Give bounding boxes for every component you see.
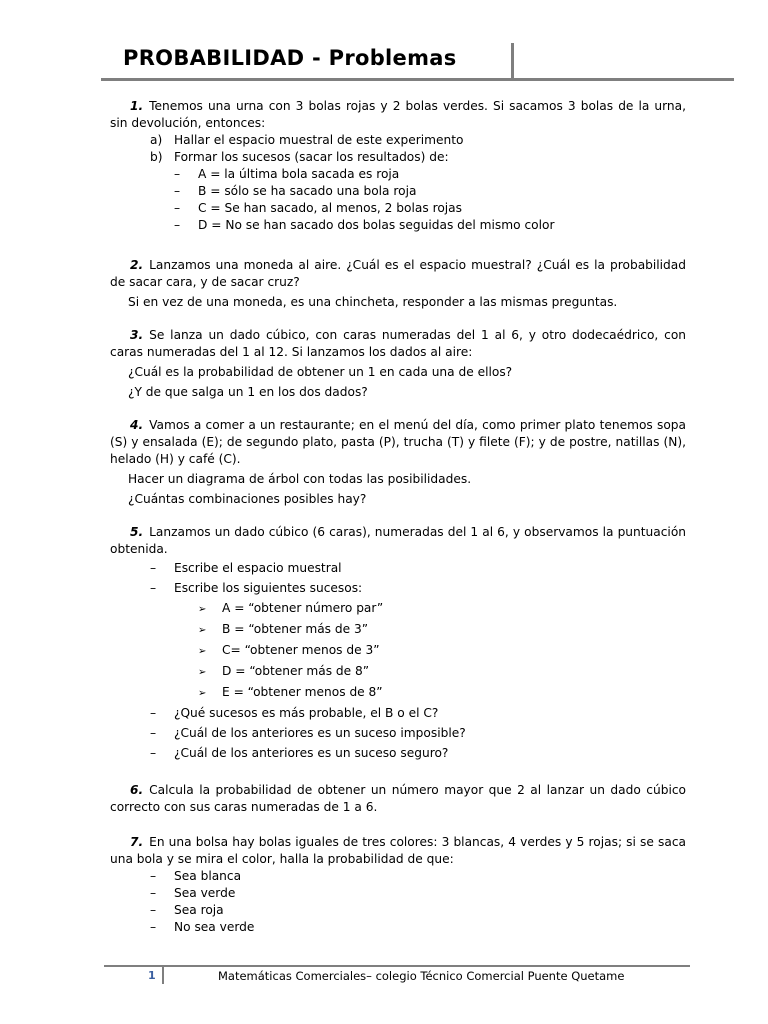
problem-4 xyxy=(110,417,686,508)
arrow-bullet-icon: ➢ xyxy=(198,625,207,636)
problem-3 xyxy=(110,327,686,401)
list-item: – Sea blanca xyxy=(150,869,242,883)
list-item: ➢ D = “obtener más de 8” xyxy=(110,663,686,681)
footer-text: Matemáticas Comerciales– colegio Técnico Comercial Puente Quetame xyxy=(218,969,625,983)
problem-line: ¿Y de que salga un 1 en los dos dados? xyxy=(128,385,368,399)
list-item: – B = sólo se ha sacado una bola roja xyxy=(174,184,417,198)
list-item: ➢ E = “obtener menos de 8” xyxy=(110,684,686,702)
list-item: – No sea verde xyxy=(150,920,255,934)
arrow-bullet-icon: ➢ xyxy=(198,604,207,615)
page-number: 1 xyxy=(148,969,156,982)
problem-statement: En una bolsa hay bolas iguales de tres colores: 3 blancas, 4 verdes y 5 rojas; si se saca una bola y se mira el color, halla la probabilidad de que: xyxy=(110,835,686,866)
list-item: – Escribe los siguientes sucesos: xyxy=(150,581,363,595)
list-item: – A = la última bola sacada es roja xyxy=(174,167,400,181)
list-item: – Sea verde xyxy=(150,886,236,900)
list-item: ➢ A = “obtener número par” xyxy=(110,600,686,618)
problem-statement: Lanzamos un dado cúbico (6 caras), numeradas del 1 al 6, y observamos la puntuación obtenida. xyxy=(110,525,686,556)
list-item: – Escribe el espacio muestral xyxy=(150,561,342,575)
problem-number: 7. xyxy=(130,835,144,849)
header-divider xyxy=(511,43,514,78)
list-item: – Sea roja xyxy=(150,903,224,917)
footer-divider xyxy=(162,966,164,984)
list-item: – ¿Qué sucesos es más probable, el B o el C? xyxy=(150,706,439,720)
document-body xyxy=(110,98,686,936)
problem-number: 1. xyxy=(130,99,144,113)
problem-2 xyxy=(110,257,686,311)
problem-statement: Vamos a comer a un restaurante; en el menú del día, como primer plato tenemos sopa (S) y ensalada (E); de segundo plato, pasta (P), trucha (T) y filete (F); y de postre, natillas (N), helado (H) y café (C). xyxy=(110,418,686,466)
arrow-bullet-icon: ➢ xyxy=(198,667,207,678)
problem-6 xyxy=(110,782,686,816)
problem-number: 5. xyxy=(130,525,144,539)
problem-number: 6. xyxy=(130,783,144,797)
arrow-bullet-icon: ➢ xyxy=(198,688,207,699)
arrow-bullet-icon: ➢ xyxy=(198,646,207,657)
problem-number: 4. xyxy=(130,418,144,432)
list-item: – D = No se han sacado dos bolas seguidas del mismo color xyxy=(174,218,555,232)
list-item: a) Hallar el espacio muestral de este experimento xyxy=(150,133,464,147)
problem-number: 2. xyxy=(130,258,144,272)
list-item: – C = Se han sacado, al menos, 2 bolas rojas xyxy=(174,201,462,215)
problem-number: 3. xyxy=(130,328,144,342)
problem-5 xyxy=(110,524,686,762)
problem-line: Hacer un diagrama de árbol con todas las posibilidades. xyxy=(128,472,472,486)
problem-statement: Tenemos una urna con 3 bolas rojas y 2 bolas verdes. Si sacamos 3 bolas de la urna, sin devolución, entonces: xyxy=(110,99,686,130)
list-item: ➢ C= “obtener menos de 3” xyxy=(110,642,686,660)
list-item: – ¿Cuál de los anteriores es un suceso seguro? xyxy=(150,746,449,760)
page-title: PROBABILIDAD - Problemas xyxy=(123,46,457,70)
problem-line: Si en vez de una moneda, es una chincheta, responder a las mismas preguntas. xyxy=(128,295,618,309)
problem-statement: Se lanza un dado cúbico, con caras numeradas del 1 al 6, y otro dodecaédrico, con caras numeradas del 1 al 12. Si lanzamos los dados al aire: xyxy=(110,328,686,359)
problem-statement: Lanzamos una moneda al aire. ¿Cuál es el espacio muestral? ¿Cuál es la probabilidad de sacar cara, y de sacar cruz? xyxy=(110,258,686,289)
problem-7 xyxy=(110,834,686,936)
footer-rule xyxy=(104,965,690,967)
list-item: b) Formar los sucesos (sacar los resultados) de: xyxy=(150,150,449,164)
header-rule xyxy=(101,78,734,81)
problem-1 xyxy=(110,98,686,234)
problem-statement: Calcula la probabilidad de obtener un número mayor que 2 al lanzar un dado cúbico correcto con sus caras numeradas de 1 a 6. xyxy=(110,783,686,814)
list-item: ➢ B = “obtener más de 3” xyxy=(110,621,686,639)
problem-line: ¿Cuántas combinaciones posibles hay? xyxy=(128,492,367,506)
list-item: – ¿Cuál de los anteriores es un suceso imposible? xyxy=(150,726,466,740)
problem-line: ¿Cuál es la probabilidad de obtener un 1 en cada una de ellos? xyxy=(128,365,513,379)
